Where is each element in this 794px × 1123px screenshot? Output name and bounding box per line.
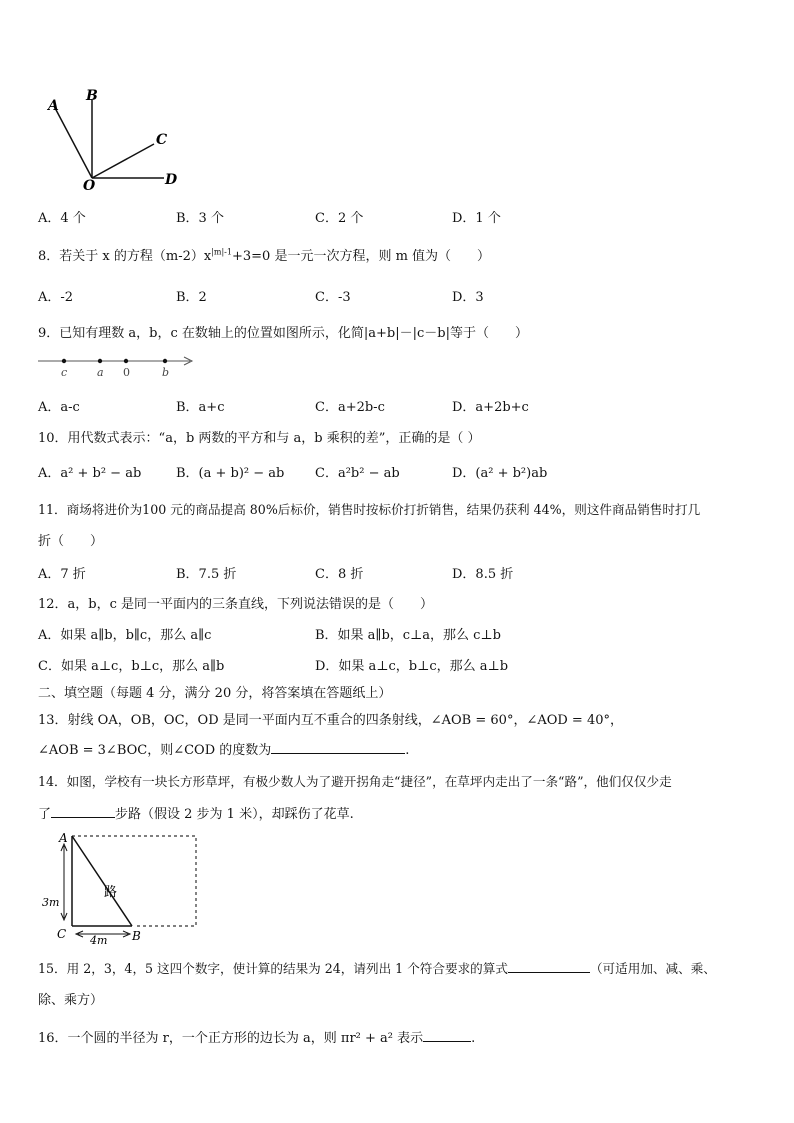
q10-option-b: B．(a + b)² − ab bbox=[176, 466, 285, 481]
label-a: A bbox=[48, 98, 59, 114]
q7-option-a: A．4 个 bbox=[38, 211, 86, 226]
path-ab bbox=[72, 836, 132, 926]
q7-option-c: C．2 个 bbox=[315, 211, 364, 226]
label-o: O bbox=[83, 178, 96, 194]
q15-answer-blank[interactable] bbox=[508, 960, 590, 973]
q8-exponent: |m|-1 bbox=[211, 247, 232, 257]
q8-stem-part1: 8．若关于 x 的方程（m-2）x bbox=[38, 249, 212, 264]
q8-option-a: A．-2 bbox=[38, 290, 74, 305]
numberline-label-b: b bbox=[162, 366, 170, 379]
q13-period: . bbox=[405, 743, 410, 758]
q11-option-d: D．8.5 折 bbox=[452, 567, 514, 582]
q12-stem: 12．a，b，c 是同一平面内的三条直线，下列说法错误的是（ ） bbox=[38, 597, 434, 612]
q15-line1-text: 15．用 2，3，4，5 这四个数字，使计算的结果为 24，请列出 1 个符合要求的算式 bbox=[38, 961, 508, 976]
numberline-label-zero: 0 bbox=[123, 366, 130, 379]
q13-answer-blank[interactable] bbox=[271, 741, 405, 754]
q10-stem: 10．用代数式表示：“a，b 两数的平方和与 a，b 乘积的差”，正确的是（ ） bbox=[38, 431, 481, 446]
point-b bbox=[163, 359, 167, 363]
q12-option-c: C．如果 a⊥c，b⊥c，那么 a∥b bbox=[38, 659, 225, 674]
q7-option-b: B．3 个 bbox=[176, 211, 224, 226]
q14-line1: 14．如图，学校有一块长方形草坪，有极少数人为了避开拐角走“捷径”，在草坪内走出了一条“路”，他们仅仅少走 bbox=[38, 774, 672, 789]
q7-option-d: D．1 个 bbox=[452, 211, 501, 226]
number-line-figure bbox=[36, 352, 206, 380]
q14-line2 bbox=[38, 803, 354, 822]
q10-option-d: D．(a² + b²)ab bbox=[452, 466, 548, 481]
q11-option-c: C．8 折 bbox=[315, 567, 364, 582]
lawn-figure bbox=[40, 830, 210, 946]
q9-option-d: D．a+2b+c bbox=[452, 400, 529, 415]
point-zero bbox=[124, 359, 128, 363]
q11-option-a: A．7 折 bbox=[38, 567, 86, 582]
q8-option-c: C．-3 bbox=[315, 290, 351, 305]
lawn-dashed-border bbox=[72, 836, 196, 926]
q9-option-b: B．a+c bbox=[176, 400, 225, 415]
point-a bbox=[98, 359, 102, 363]
road-label: 路 bbox=[104, 885, 118, 900]
q14-answer-blank[interactable] bbox=[51, 805, 115, 818]
q9-option-c: C．a+2b-c bbox=[315, 400, 385, 415]
q15-line2: 除、乘方） bbox=[38, 993, 104, 1008]
q8-option-b: B．2 bbox=[176, 290, 207, 305]
angle-rays-figure bbox=[40, 84, 190, 194]
q9-option-a: A．a-c bbox=[38, 400, 80, 415]
q12-option-a: A．如果 a∥b，b∥c，那么 a∥c bbox=[38, 628, 212, 643]
point-c bbox=[62, 359, 66, 363]
numberline-label-a: a bbox=[97, 366, 104, 379]
q16-period: . bbox=[471, 1031, 476, 1046]
q14-line2-lead: 了 bbox=[38, 807, 52, 822]
label-d: D bbox=[165, 172, 178, 188]
ray-oc bbox=[92, 144, 154, 178]
q10-option-a: A．a² + b² − ab bbox=[38, 466, 142, 481]
q10-option-c: C．a²b² − ab bbox=[315, 466, 400, 481]
q8-stem bbox=[38, 245, 490, 264]
lawn-label-a: A bbox=[59, 831, 68, 845]
ray-oa bbox=[54, 106, 92, 178]
q8-option-d: D．3 bbox=[452, 290, 484, 305]
section-title: 二、填空题（每题 4 分，满分 20 分，将答案填在答题纸上） bbox=[38, 686, 392, 701]
q12-option-b: B．如果 a∥b，c⊥a，那么 c⊥b bbox=[315, 628, 501, 643]
side-ac-length: 3m bbox=[42, 896, 60, 909]
lawn-label-c: C bbox=[57, 927, 67, 941]
side-cb-length: 4m bbox=[90, 934, 108, 946]
q11-stem-line1: 11．商场将进价为100 元的商品提高 80%后标价，销售时按标价打折销售，结果仍获利 44%，则这件商品销售时打几 bbox=[38, 502, 701, 517]
q14-line2-tail: 步路（假设 2 步为 1 米），却踩伤了花草. bbox=[115, 807, 354, 822]
q12-option-d: D．如果 a⊥c，b⊥c，那么 a⊥b bbox=[315, 659, 509, 674]
q8-stem-part2: +3=0 是一元一次方程，则 m 值为（ ） bbox=[231, 249, 491, 264]
q16-answer-blank[interactable] bbox=[423, 1029, 471, 1042]
q15-line1 bbox=[38, 958, 716, 977]
lawn-label-b: B bbox=[132, 929, 141, 943]
q16-text: 16．一个圆的半径为 r，一个正方形的边长为 a，则 πr² + a² 表示 bbox=[38, 1031, 424, 1046]
q13-line2 bbox=[38, 739, 409, 758]
label-c: C bbox=[156, 132, 168, 148]
label-b: B bbox=[86, 88, 98, 104]
q11-stem-line2: 折（ ） bbox=[38, 534, 104, 549]
q13-line1: 13．射线 OA，OB，OC，OD 是同一平面内互不重合的四条射线，∠AOB = 60°，∠AOD = 40°， bbox=[38, 713, 624, 728]
q16-line bbox=[38, 1027, 475, 1046]
q13-line2-text: ∠AOB = 3∠BOC，则∠COD 的度数为 bbox=[38, 743, 272, 758]
q9-stem: 9．已知有理数 a，b，c 在数轴上的位置如图所示，化简|a+b|－|c－b|等于（ ） bbox=[38, 326, 528, 341]
numberline-label-c: c bbox=[61, 366, 68, 379]
q11-option-b: B．7.5 折 bbox=[176, 567, 237, 582]
q15-line1-tail: （可适用加、减、乘、 bbox=[589, 961, 716, 976]
